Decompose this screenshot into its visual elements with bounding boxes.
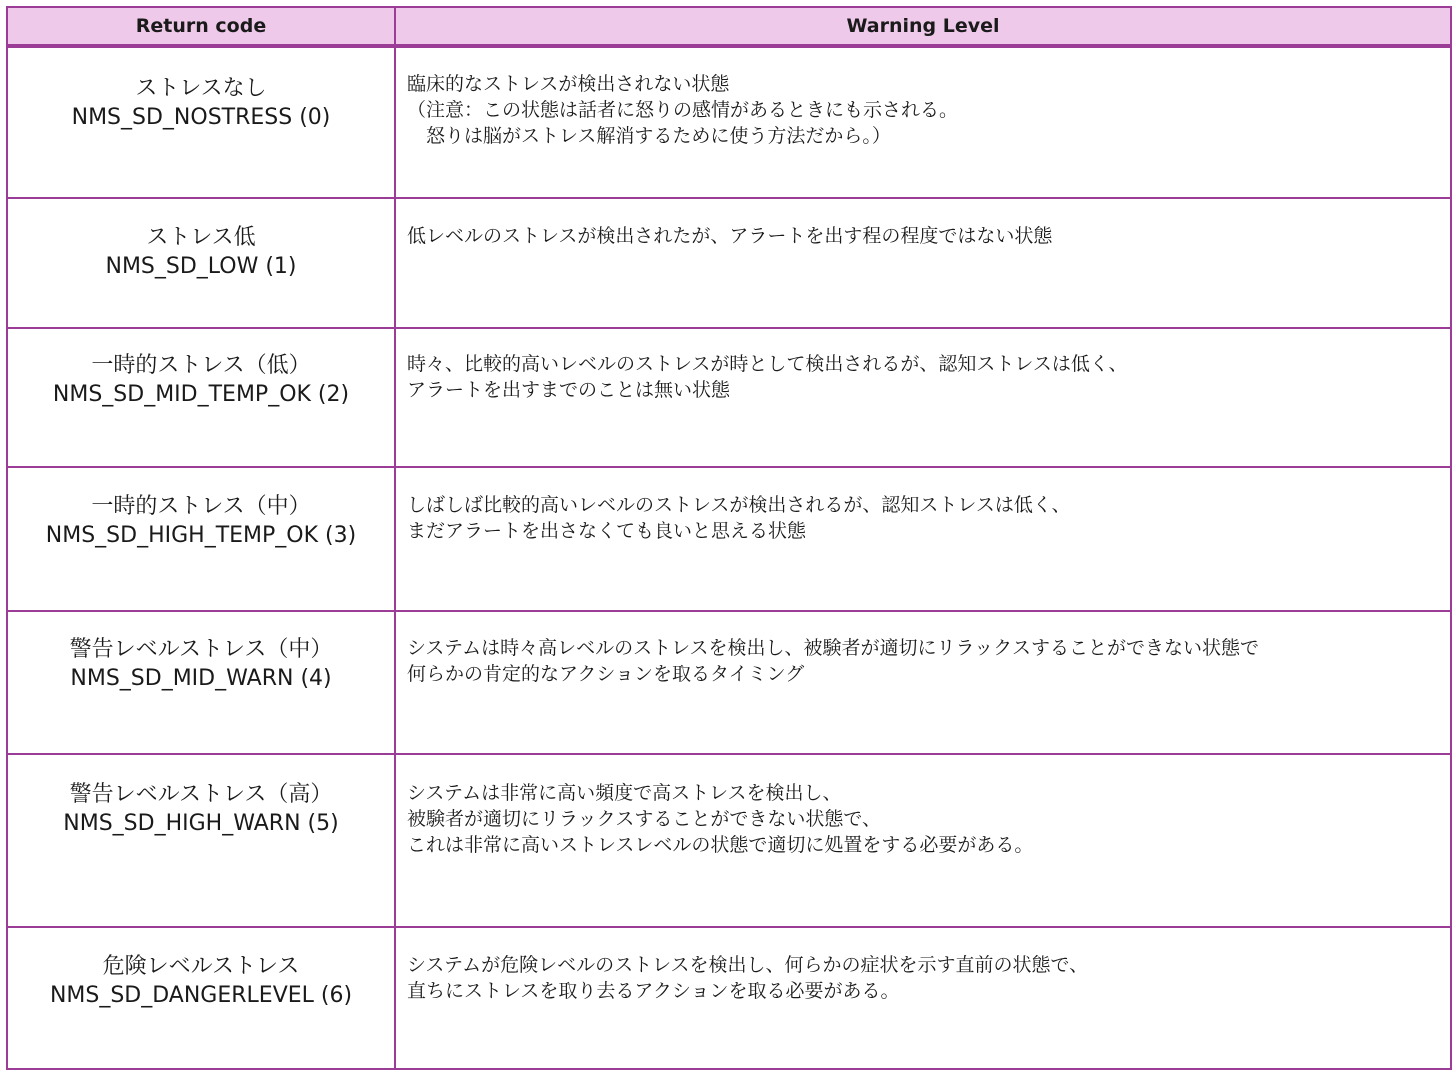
table-row bbox=[7, 754, 1451, 927]
header-warning-level: Warning Level bbox=[395, 7, 1451, 46]
warning-level-cell bbox=[395, 46, 1451, 198]
return-code-cell bbox=[7, 46, 395, 198]
stress-name: 一時的ストレス（低） bbox=[91, 353, 311, 378]
return-code-cell bbox=[7, 467, 395, 611]
description-line: 時々、比較的高いレベルのストレスが時として検出されるが、認知ストレスは低く、 bbox=[407, 353, 1128, 375]
description-line: システムは時々高レベルのストレスを検出し、被験者が適切にリラックスすることができない状態で bbox=[407, 637, 1259, 659]
stress-name: 警告レベルストレス（高） bbox=[69, 782, 333, 807]
return-code: NMS_SD_MID_WARN (4) bbox=[70, 666, 332, 691]
warning-level-cell bbox=[395, 927, 1451, 1069]
return-code: NMS_SD_NOSTRESS (0) bbox=[71, 105, 331, 130]
description-line: システムが危険レベルのストレスを検出し、何らかの症状を示す直前の状態で、 bbox=[407, 954, 1089, 976]
description-line: （注意：この状態は話者に怒りの感情があるときにも示される。 bbox=[407, 99, 959, 121]
description-line: 何らかの肯定的なアクションを取るタイミング bbox=[407, 663, 805, 685]
warning-level-cell bbox=[395, 198, 1451, 328]
description-line: これは非常に高いストレスレベルの状態で適切に処置をする必要がある。 bbox=[407, 834, 1034, 856]
stress-name: ストレスなし bbox=[135, 76, 267, 101]
return-code: NMS_SD_MID_TEMP_OK (2) bbox=[52, 382, 350, 407]
warning-level-cell bbox=[395, 754, 1451, 927]
description-line: まだアラートを出さなくても良いと思える状態 bbox=[407, 520, 807, 542]
return-code-cell bbox=[7, 611, 395, 754]
description-line: 臨床的なストレスが検出されない状態 bbox=[407, 73, 730, 95]
table-row bbox=[7, 198, 1451, 328]
warning-level-cell bbox=[395, 467, 1451, 611]
table-row bbox=[7, 927, 1451, 1069]
table-row bbox=[7, 611, 1451, 754]
stress-name: 警告レベルストレス（中） bbox=[69, 637, 333, 662]
description-line: 低レベルのストレスが検出されたが、アラートを出す程の程度ではない状態 bbox=[407, 225, 1053, 247]
return-code: NMS_SD_LOW (1) bbox=[105, 254, 297, 279]
return-code-cell bbox=[7, 754, 395, 927]
stress-name: 一時的ストレス（中） bbox=[91, 494, 311, 519]
description-line: 被験者が適切にリラックスすることができない状態で、 bbox=[407, 808, 882, 830]
header-return-code: Return code bbox=[7, 7, 395, 46]
return-code-cell bbox=[7, 328, 395, 467]
description-line: 怒りは脳がストレス解消するために使う方法だから。） bbox=[407, 125, 891, 147]
table-header-row bbox=[7, 7, 1451, 46]
warning-level-cell bbox=[395, 328, 1451, 467]
return-code-cell bbox=[7, 198, 395, 328]
description-line: しばしば比較的高いレベルのストレスが検出されるが、認知ストレスは低く、 bbox=[407, 494, 1071, 516]
table-row bbox=[7, 46, 1451, 198]
description-line: 直ちにストレスを取り去るアクションを取る必要がある。 bbox=[407, 980, 900, 1002]
table-row bbox=[7, 467, 1451, 611]
return-code: NMS_SD_HIGH_WARN (5) bbox=[63, 811, 339, 836]
return-code: NMS_SD_HIGH_TEMP_OK (3) bbox=[45, 523, 357, 548]
return-code-cell bbox=[7, 927, 395, 1069]
table-row bbox=[7, 328, 1451, 467]
description-line: システムは非常に高い頻度で高ストレスを検出し、 bbox=[407, 782, 842, 804]
stress-name: 危険レベルストレス bbox=[102, 954, 300, 979]
return-code-table bbox=[6, 6, 1452, 1070]
return-code: NMS_SD_DANGERLEVEL (6) bbox=[49, 983, 353, 1008]
warning-level-cell bbox=[395, 611, 1451, 754]
return-code-table-container bbox=[6, 6, 1450, 1070]
stress-name: ストレス低 bbox=[146, 225, 256, 250]
description-line: アラートを出すまでのことは無い状態 bbox=[407, 379, 731, 401]
